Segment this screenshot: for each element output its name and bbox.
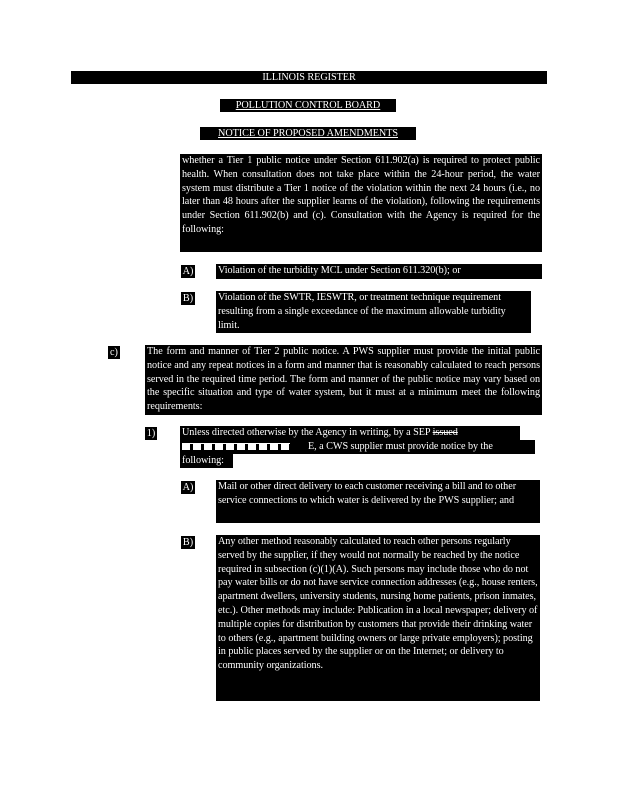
intro-paragraph <box>180 154 542 252</box>
list-item-label: A) <box>182 266 194 277</box>
item-1-line-3 <box>180 454 233 468</box>
list-item-text: Any other method reasonably calculated to reach other persons regularly served by the supplier, if they would not normally be reached by the notice required in subsection (c)(1)(A). Such persons may include those who do not pay water bills or do not have service connection addresses (e.g., house renters, apartment dwellers, university students, nursing home patients, prison inmates, etc.). Other methods may include: Publication in a local newspaper; delivery of multiple copies for distribution by customers that provide their drinking water to others (e.g., apartment building owners or large private employers); posting in public places served by the supplier or on the Internet; or delivery to community organizations. <box>218 536 538 672</box>
register-title <box>71 71 547 84</box>
item-1-line-2-text: E, a CWS supplier must provide notice by the <box>308 441 493 452</box>
section-c-paragraph <box>145 345 542 415</box>
notice-title-text: NOTICE OF PROPOSED AMENDMENTS <box>218 128 398 139</box>
struck-out-text-mark <box>182 443 290 450</box>
list-item <box>216 264 542 279</box>
board-title-text: POLLUTION CONTROL BOARD <box>235 100 381 111</box>
item-1-label: 1) <box>146 428 156 439</box>
list-item-text: Mail or other direct delivery to each customer receiving a bill and to other service connections to which water is delivered by the PWS supplier; and <box>218 481 517 506</box>
list-item <box>216 291 531 333</box>
item-1-line-3-text: following: <box>182 455 224 466</box>
item-1-line-1-text: Unless directed otherwise by the Agency in writing, by a SEP <box>182 427 433 438</box>
item-1-line-2 <box>180 440 535 454</box>
list-item-label: B) <box>182 293 194 304</box>
item-1-line-1 <box>180 426 520 440</box>
list-item-label: A) <box>182 482 194 493</box>
board-title <box>220 99 396 112</box>
notice-title <box>200 127 416 140</box>
list-item <box>216 535 540 701</box>
item-1-struck-text: issued <box>432 427 458 438</box>
intro-paragraph-text: whether a Tier 1 public notice under Section 611.902(a) is required to protect public health. When consultation does not take place within the 24-hour period, the water system must distribute a Tier 1 notice of the violation within the next 24 hours (i.e., no later than 48 hours after the supplier learns of the violation), following the requirements under Section 611.902(b) and (c). Consultation with the Agency is required for the following: <box>182 155 540 235</box>
section-label: c) <box>108 346 120 359</box>
list-item-text: Violation of the SWTR, IESWTR, or treatment technique requirement resulting from a single exceedance of the maximum allowable turbidity limit. <box>218 292 506 331</box>
list-item-label: B) <box>182 537 194 548</box>
section-c-text: The form and manner of Tier 2 public notice. A PWS supplier must provide the initial public notice and any repeat notices in a form and manner that is reasonably calculated to reach persons served in the required time period. The form and manner of the public notice may vary based on the specific situation and type of water system, but it must at a minimum meet the following requirements: <box>147 346 540 413</box>
register-title-text: ILLINOIS REGISTER <box>262 72 356 83</box>
list-item <box>216 480 540 523</box>
list-item-text: Violation of the turbidity MCL under Section 611.320(b); or <box>218 265 461 276</box>
